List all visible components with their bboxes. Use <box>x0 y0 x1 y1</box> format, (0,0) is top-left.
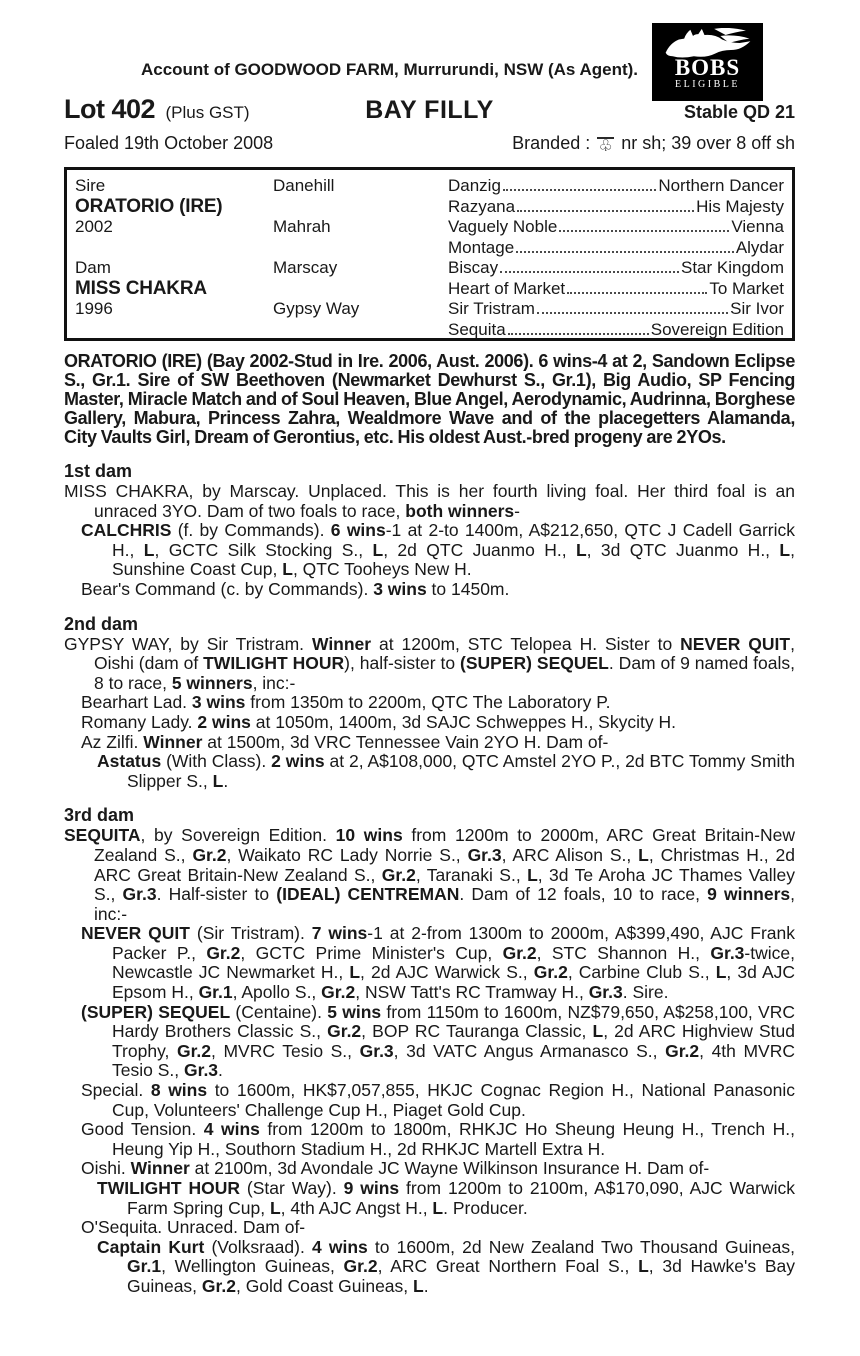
foaled-row <box>64 133 795 154</box>
grandparent: Mahrah <box>273 217 331 236</box>
dotted-leader <box>537 312 728 314</box>
pedigree-g3-row: Sequita Sovereign Edition <box>448 319 784 339</box>
account-line: Account of GOODWOOD FARM, Murrurundi, NSW (As Agent). <box>140 60 639 79</box>
sire-name: ORATORIO (IRE) <box>75 195 223 217</box>
dam-label: Dam <box>75 258 111 277</box>
dotted-leader <box>559 230 729 232</box>
pedigree-g3-row: Montage Alydar <box>448 237 784 257</box>
dotted-leader <box>567 292 707 294</box>
bobs-badge-name: BOBS <box>674 55 741 80</box>
lot-block <box>64 94 365 125</box>
pedigree-entry: TWILIGHT HOUR (Star Way). 9 wins from 1200m to 2100m, A$170,090, AJC Warwick Farm Spring Cup, L, 4th AJC Angst H., L. Producer. <box>97 1178 795 1218</box>
stud-brand-icon: ♧ <box>598 138 613 155</box>
pedigree-g3-row: Sir Tristram Sir Ivor <box>448 299 784 318</box>
section-heading: 3rd dam <box>64 805 135 826</box>
horse-description: BAY FILLY <box>365 96 494 124</box>
pedigree-g3-row: Razyana His Majesty <box>448 196 784 216</box>
dotted-leader <box>500 271 679 273</box>
pedigree-greatgrandparents-column <box>448 176 784 338</box>
branded-label: Branded : <box>512 133 591 153</box>
dam-year: 1996 <box>75 299 113 318</box>
pedigree-entry: Astatus (With Class). 2 wins at 2, A$108,000, QTC Amstel 2YO P., 2d BTC Tommy Smith Slipper S., L. <box>97 751 795 791</box>
pedigree-entry: Romany Lady. 2 wins at 1050m, 1400m, 3d SAJC Schweppes H., Skycity H. <box>81 711 676 732</box>
lot-gst-note: (Plus GST) <box>165 103 250 122</box>
pedigree-parents-column <box>75 176 273 338</box>
grandparent: Gypsy Way <box>273 299 360 318</box>
dotted-leader <box>503 189 656 191</box>
sire-label: Sire <box>75 176 106 195</box>
pedigree-entry: SEQUITA, by Sovereign Edition. 10 wins from 1200m to 2000m, ARC Great Britain-New Zealand S., Gr.2, Waikato RC Lady Norrie S., Gr.3, ARC Alison S., L, Christmas H., 2d ARC Great Britain-New Zealand S., Gr.2, Taranaki S., L, 3d Te Aroha JC Thames Valley S., Gr.3. Half-sister to (IDEAL) CENTREMAN. Dam of 12 foals, 10 to race, 9 winners, inc:- <box>64 825 795 924</box>
grandparent: Marscay <box>273 258 338 277</box>
pedigree-entry: Az Zilfi. Winner at 1500m, 3d VRC Tennessee Vain 2YO H. Dam of- <box>81 731 609 752</box>
sire-year: 2002 <box>75 217 113 236</box>
pedigree-entry: (SUPER) SEQUEL (Centaine). 5 wins from 1150m to 1600m, NZ$79,650, A$258,100, VRC Hardy Brothers Classic S., Gr.2, BOP RC Tauranga Classic, L, 2d ARC Highview Stud Trophy, Gr.2, MVRC Tesio S., Gr.3, 3d VATC Angus Armanasco S., Gr.2, 4th MVRC Tesio S., Gr.3. <box>81 1001 795 1081</box>
dotted-leader <box>508 333 649 335</box>
pedigree-entry: Bearhart Lad. 3 wins from 1350m to 2200m, QTC The Laboratory P. <box>81 692 611 713</box>
pedigree-entry: Captain Kurt (Volksraad). 4 wins to 1600m, 2d New Zealand Two Thousand Guineas, Gr.1, Wellington Guineas, Gr.2, ARC Great Northern Foal S., L, 3d Hawke's Bay Guineas, Gr.2, Gold Coast Guineas, L. <box>97 1236 795 1296</box>
section-heading: 2nd dam <box>64 613 139 634</box>
pedigree-g3-row: Danzig Northern Dancer <box>448 176 784 195</box>
pedigree-entry: Oishi. Winner at 2100m, 3d Avondale JC Wayne Wilkinson Insurance H. Dam of- <box>81 1158 710 1179</box>
pedigree-entry: NEVER QUIT (Sir Tristram). 7 wins-1 at 2-from 1300m to 2000m, A$399,490, AJC Frank Packer P., Gr.2, GCTC Prime Minister's Cup, Gr.2, STC Shannon H., Gr.3-twice, Newcastle JC Newmarket H., L, 2d AJC Warwick S., Gr.2, Carbine Club S., L, 3d AJC Epsom H., Gr.1, Apollo S., Gr.2, NSW Tatt's RC Tramway H., Gr.3. Sire. <box>81 923 796 1003</box>
pedigree-g3-row: Vaguely Noble Vienna <box>448 217 784 236</box>
dam-name: MISS CHAKRA <box>75 277 207 299</box>
page-header <box>64 0 795 167</box>
section-2nd-dam <box>64 614 795 792</box>
branded-marks: nr sh; 39 over 8 off sh <box>621 133 795 153</box>
bobs-badge-eligibility: ELIGIBLE <box>675 79 740 90</box>
pedigree-entry: MISS CHAKRA, by Marscay. Unplaced. This is her fourth living foal. Her third foal is an unraced 3YO. Dam of two foals to race, both winners- <box>64 481 795 521</box>
stable-number: Stable QD 21 <box>683 102 795 122</box>
pedigree-g3-row: Heart of Market To Market <box>448 278 784 298</box>
pedigree-g3-row: Biscay Star Kingdom <box>448 258 784 277</box>
dotted-leader <box>516 251 734 253</box>
branded-line <box>512 133 795 154</box>
pedigree-entry: Good Tension. 4 wins from 1200m to 1800m, RHKJC Ho Sheung Heung H., Trench H., Heung Yip H., Southorn Stadium H., 2d RHKJC Martell Extra H. <box>81 1119 795 1159</box>
grandparent: Danehill <box>273 176 335 195</box>
section-3rd-dam <box>64 805 795 1296</box>
lot-number: Lot 402 <box>64 94 156 124</box>
bobs-horse-head-icon <box>652 28 763 58</box>
foaled-date: Foaled 19th October 2008 <box>64 133 274 153</box>
pedigree-grandparents-column <box>273 176 448 338</box>
pedigree-entry: Bear's Command (c. by Commands). 3 wins to 1450m. <box>81 578 510 599</box>
sire-summary: ORATORIO (IRE) (Bay 2002-Stud in Ire. 2006, Aust. 2006). 6 wins-4 at 2, Sandown Eclipse S., Gr.1. Sire of SW Beethoven (Newmarket Dewhurst S., Gr.1), Big Audio, SP Fencing Master, Miracle Match and of Soul Heaven, Blue Angel, Aerodynamic, Audrinna, Borghese Gallery, Mabura, Princess Zahra, Wealdmore Wave and of the placegetters Alamanda, City Vaults Girl, Dream of Gerontius, etc. His oldest Aust.-bred progeny are 2YOs. <box>64 351 795 447</box>
pedigree-entry: O'Sequita. Unraced. Dam of- <box>81 1217 306 1238</box>
pedigree-entry: CALCHRIS (f. by Commands). 6 wins-1 at 2-to 1400m, A$212,650, QTC J Cadell Garrick H., L, GCTC Silk Stocking S., L, 2d QTC Juanmo H., L, 3d QTC Juanmo H., L, Sunshine Coast Cup, L, QTC Tooheys New H. <box>81 520 795 580</box>
pedigree-entry: GYPSY WAY, by Sir Tristram. Winner at 1200m, STC Telopea H. Sister to NEVER QUIT, Oishi (dam of TWILIGHT HOUR), half-sister to (SUPER) SEQUEL. Dam of 9 named foals, 8 to race, 5 winners, inc:- <box>64 633 795 693</box>
section-heading: 1st dam <box>64 461 133 481</box>
pedigree-table <box>64 167 795 341</box>
pedigree-entry: Special. 8 wins to 1600m, HK$7,057,855, HKJC Cognac Region H., National Panasonic Cup, Volunteers' Challenge Cup H., Piaget Gold Cup. <box>81 1080 795 1120</box>
dotted-leader <box>517 210 694 212</box>
section-1st-dam <box>64 461 795 600</box>
lot-row <box>64 94 795 125</box>
